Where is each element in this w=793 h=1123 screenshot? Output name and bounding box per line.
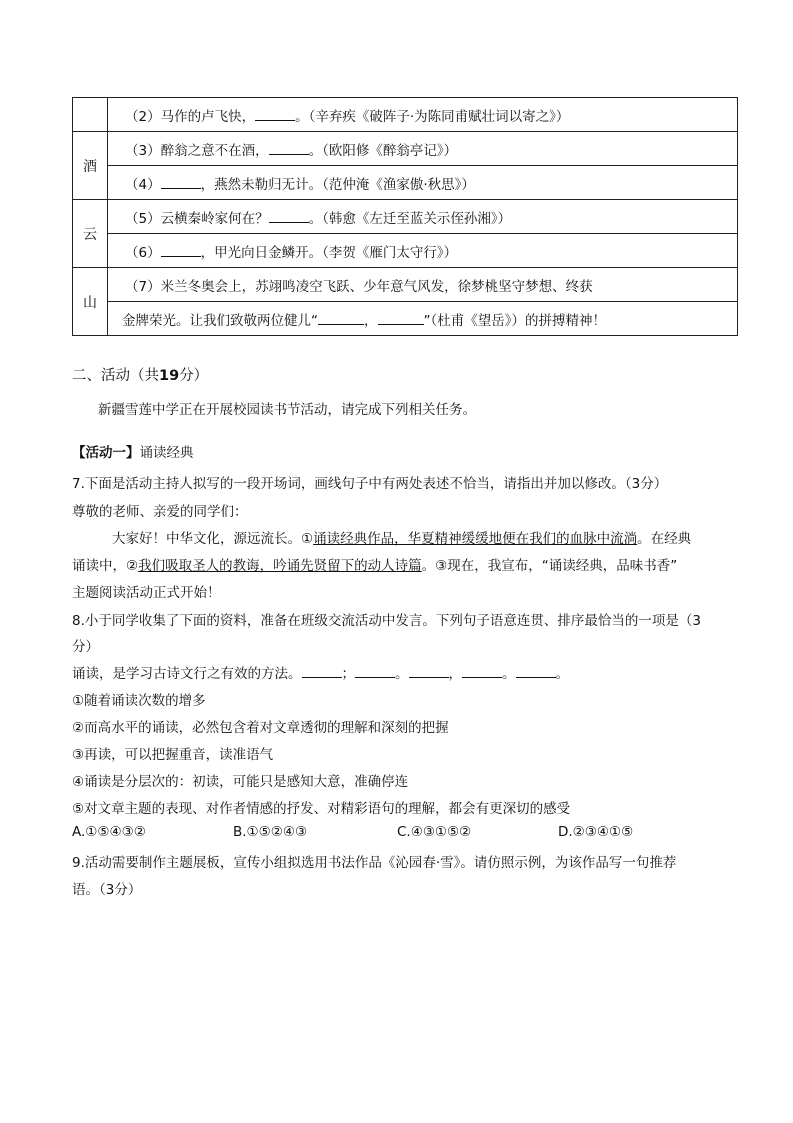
question-8-stem: 8.小于同学收集了下面的资料，准备在班级交流活动中发言。下列句子语意连贯、排序最恰当的一项是（3 — [72, 613, 701, 629]
answer-blank[interactable] — [161, 244, 201, 257]
sentence-item: ⑤对文章主题的表现、对作者情感的抒发、对精彩语句的理解，都会有更深切的感受 — [72, 801, 571, 817]
section-intro: 新疆雪莲中学正在开展校园读书节活动，请完成下列相关任务。 — [98, 402, 476, 418]
sentence-item: ④诵读是分层次的：初读，可能只是感知大意，准确停连 — [72, 774, 409, 790]
activity-heading: 【活动一】诵读经典 — [72, 445, 194, 461]
table-row: （4） ，燕然未勒归无计。（范仲淹《渔家傲·秋思》） — [108, 166, 738, 200]
sentence-item: ②而高水平的诵读，必然包含着对文章透彻的理解和深刻的把握 — [72, 720, 449, 736]
answer-blank[interactable] — [318, 312, 364, 325]
table-row: （5）云横秦岭家何在？ 。（韩愈《左迁至蓝关示侄孙湘》） — [108, 200, 738, 234]
table-row: （3）醉翁之意不在酒， 。（欧阳修《醉翁亭记》） — [108, 132, 738, 166]
speech-paragraph-line: 主题阅读活动正式开始！ — [72, 585, 221, 601]
category-cell-jiu: 酒 — [73, 132, 108, 200]
question-7-stem: 7.下面是活动主持人拟写的一段开场词，画线句子中有两处表述不恰当，请指出并加以修改。（3分） — [72, 476, 668, 492]
answer-blank[interactable] — [269, 142, 309, 155]
answer-blank[interactable] — [355, 665, 395, 678]
speech-paragraph-line: 诵读中，②我们吸取圣人的教诲，吟诵先贤留下的动人诗篇。③现在，我宣布，“诵读经典，品味书香” — [72, 558, 678, 574]
category-cell-shan: 山 — [73, 268, 108, 336]
question-9-stem: 9.活动需要制作主题展板，宣传小组拟选用书法作品《沁园春·雪》。请仿照示例，为该作品写一句推荐 — [72, 855, 677, 871]
answer-blank[interactable] — [462, 665, 502, 678]
question-8-stem-cont: 分） — [72, 639, 99, 655]
sentence-item: ①随着诵读次数的增多 — [72, 693, 206, 709]
section-title: 二、活动（共19分） — [72, 368, 209, 384]
answer-blank[interactable] — [378, 312, 424, 325]
option-c[interactable]: C.④③①⑤② — [397, 824, 472, 840]
underlined-sentence: 诵读经典作品，华夏精神缓缓地便在我们的血脉中流淌 — [313, 531, 638, 547]
answer-blank[interactable] — [409, 665, 449, 678]
answer-blank[interactable] — [269, 210, 309, 223]
option-a[interactable]: A.①⑤④③② — [72, 824, 146, 840]
poem-fill-table — [72, 97, 738, 336]
table-row: （7）米兰冬奥会上，苏翊鸣凌空飞跃、少年意气风发，徐梦桃坚守梦想、终获 — [108, 268, 738, 302]
category-cell-empty — [73, 98, 108, 132]
question-9-stem-cont: 语。（3分） — [72, 882, 142, 898]
table-row: （6） ，甲光向日金鳞开。（李贺《雁门太守行》） — [108, 234, 738, 268]
answer-blank[interactable] — [255, 108, 295, 121]
table-row: （2）马作的卢飞快， 。（辛弃疾《破阵子·为陈同甫赋壮词以寄之》） — [108, 98, 738, 132]
underlined-sentence: 我们吸取圣人的教诲，吟诵先贤留下的动人诗篇 — [138, 558, 422, 574]
sentence-item: ③再读，可以把握重音，读准语气 — [72, 747, 274, 763]
answer-blank[interactable] — [302, 665, 342, 678]
speech-paragraph-line: 大家好！中华文化，源远流长。①诵读经典作品，华夏精神缓缓地便在我们的血脉中流淌。在经典 — [112, 531, 692, 547]
option-b[interactable]: B.①⑤②④③ — [233, 824, 308, 840]
answer-blank[interactable] — [516, 665, 556, 678]
speech-greeting: 尊敬的老师、亲爱的同学们： — [72, 504, 248, 520]
table-row: 金牌荣光。让我们致敬两位健儿“ ， ”（杜甫《望岳》）的拼搏精神！ — [108, 302, 738, 336]
answer-blank[interactable] — [161, 176, 201, 189]
question-8-lead: 诵读，是学习古诗文行之有效的方法。 ； 。 ， 。 。 — [72, 666, 569, 682]
option-d[interactable]: D.②③④①⑤ — [558, 824, 634, 840]
category-cell-yun: 云 — [73, 200, 108, 268]
